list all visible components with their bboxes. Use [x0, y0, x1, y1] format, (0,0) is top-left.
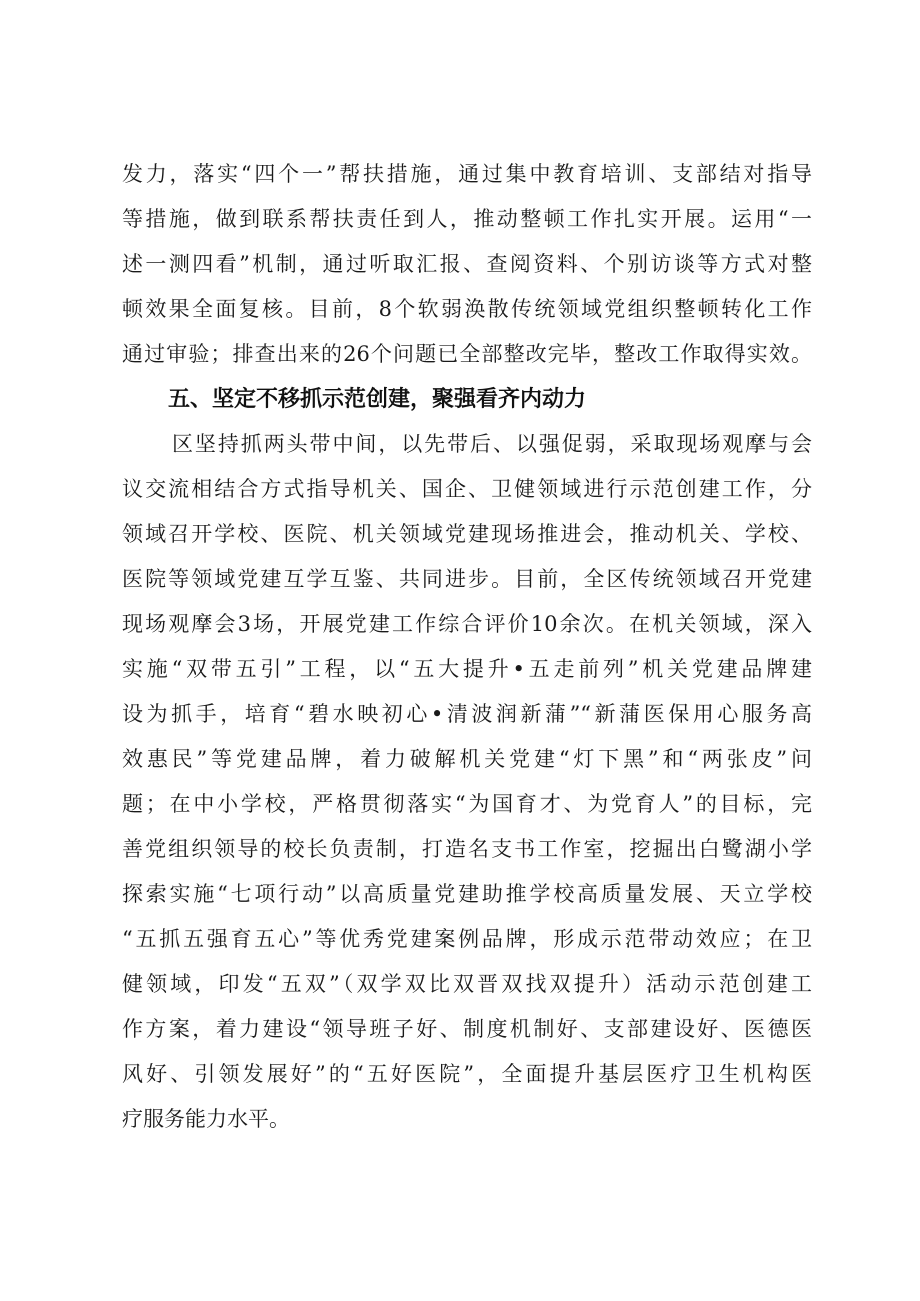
paragraph-line: 顿效果全面复核。目前，8个软弱涣散传统领域党组织整顿转化工作 [122, 297, 812, 321]
paragraph-line: 作方案，着力建设“领导班子好、制度机制好、支部建设好、医德医 [122, 1017, 812, 1041]
paragraph-line: 议交流相结合方式指导机关、国企、卫健领域进行示范创建工作，分 [122, 477, 812, 501]
document-body [122, 152, 812, 1142]
paragraph-line: 述一测四看”机制，通过听取汇报、查阅资料、个别访谈等方式对整 [122, 252, 812, 276]
paragraph-line: 区坚持抓两头带中间，以先带后、以强促弱，采取现场观摩与会 [172, 432, 812, 456]
paragraph-line: 善党组织领导的校长负责制，打造名支书工作室，挖掘出白鹭湖小学 [122, 837, 812, 861]
paragraph-line: 通过审验；排查出来的26个问题已全部整改完毕，整改工作取得实效。 [122, 342, 812, 366]
paragraph-line: 健领域，印发“五双”（双学双比双晋双找双提升）活动示范创建工 [122, 972, 812, 996]
paragraph-line: 探索实施“七项行动”以高质量党建助推学校高质量发展、天立学校 [122, 882, 812, 906]
paragraph-line: 发力，落实“四个一”帮扶措施，通过集中教育培训、支部结对指导 [122, 162, 812, 186]
paragraph-line: 实施“双带五引”工程，以“五大提升•五走前列”机关党建品牌建 [122, 657, 812, 681]
paragraph-line: 等措施，做到联系帮扶责任到人，推动整顿工作扎实开展。运用“一 [122, 207, 812, 231]
paragraph-line: 领域召开学校、医院、机关领域党建现场推进会，推动机关、学校、 [122, 522, 812, 546]
paragraph-line: 医院等领域党建互学互鉴、共同进步。目前，全区传统领域召开党建 [122, 567, 812, 591]
paragraph-line: 现场观摩会3场，开展党建工作综合评价10余次。在机关领域，深入 [122, 612, 812, 636]
paragraph-line: 疗服务能力水平。 [122, 1107, 290, 1131]
paragraph-line: 题；在中小学校，严格贯彻落实“为国育才、为党育人”的目标，完 [122, 792, 812, 816]
section-paragraph [122, 422, 812, 1142]
paragraph-line: 设为抓手，培育“碧水映初心•清波润新蒲”“新蒲医保用心服务高 [122, 702, 812, 726]
paragraph-line: “五抓五强育五心”等优秀党建案例品牌，形成示范带动效应；在卫 [122, 927, 812, 951]
previous-section-paragraph [122, 152, 812, 377]
section-heading: 五、坚定不移抓示范创建，聚强看齐内动力 [168, 387, 587, 412]
paragraph-line: 风好、引领发展好”的“五好医院”，全面提升基层医疗卫生机构医 [122, 1062, 812, 1086]
paragraph-line: 效惠民”等党建品牌，着力破解机关党建“灯下黑”和“两张皮”问 [122, 747, 812, 771]
